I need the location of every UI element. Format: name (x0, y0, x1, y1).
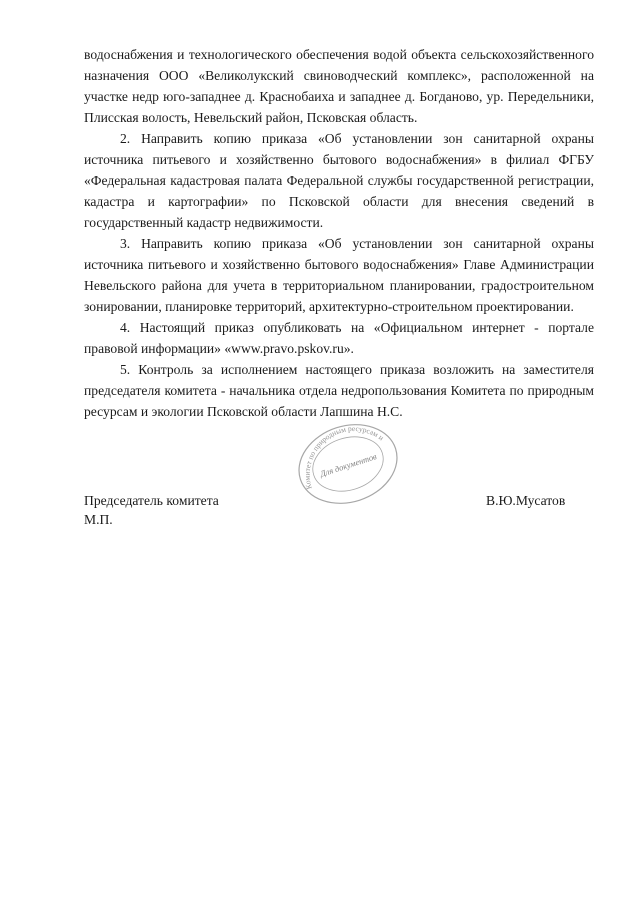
paragraph-item-4: 4. Настоящий приказ опубликовать на «Официальном интернет - портале правовой информации» «www.pravo.pskov.ru». (84, 320, 594, 356)
document-body (84, 44, 594, 422)
signature-left-block (84, 491, 219, 529)
stamp-outer-text: Комитет по природным ресурсам и (302, 423, 386, 491)
svg-text:Комитет по природным ресурсам (288, 414, 395, 495)
paragraph-item-5: 5. Контроль за исполнением настоящего приказа возложить на заместителя председателя комитета - начальника отдела недропользования Комитета по природным ресурсам и экологии Псковской области Лапшина Н.С. (84, 362, 594, 419)
official-stamp (288, 414, 408, 514)
stamp-inner-text: Для документов (318, 451, 378, 479)
signatory-position: Председатель комитета (84, 493, 219, 508)
signatory-name: В.Ю.Мусатов (486, 493, 566, 508)
paragraph-item-2: 2. Направить копию приказа «Об установлении зон санитарной охраны источника питьевого и хозяйственно бытового водоснабжения» в филиал ФГБУ «Федеральная кадастровая палата Федеральной службы государственной регистрации, кадастра и картографии» по Псковской области для внесения сведений в государственный кадастр недвижимости. (84, 131, 594, 230)
paragraph-continuation: водоснабжения и технологического обеспечения водой объекта сельскохозяйственного назначения ООО «Великолукский свиноводческий комплекс», расположенной на участке недр юго-западнее д. Краснобаиха и западнее д. Богданово, ур. Передельники, Плисская волость, Невельский район, Псковская область. (84, 47, 594, 125)
seal-placeholder: М.П. (84, 512, 113, 527)
paragraph-item-3: 3. Направить копию приказа «Об установлении зон санитарной охраны источника питьевого и хозяйственно бытового водоснабжения» Главе Администрации Невельского района для учета в территориальном планировании, градостроительном зонировании, планировке территорий, архитектурно-строительном проектировании. (84, 236, 594, 314)
